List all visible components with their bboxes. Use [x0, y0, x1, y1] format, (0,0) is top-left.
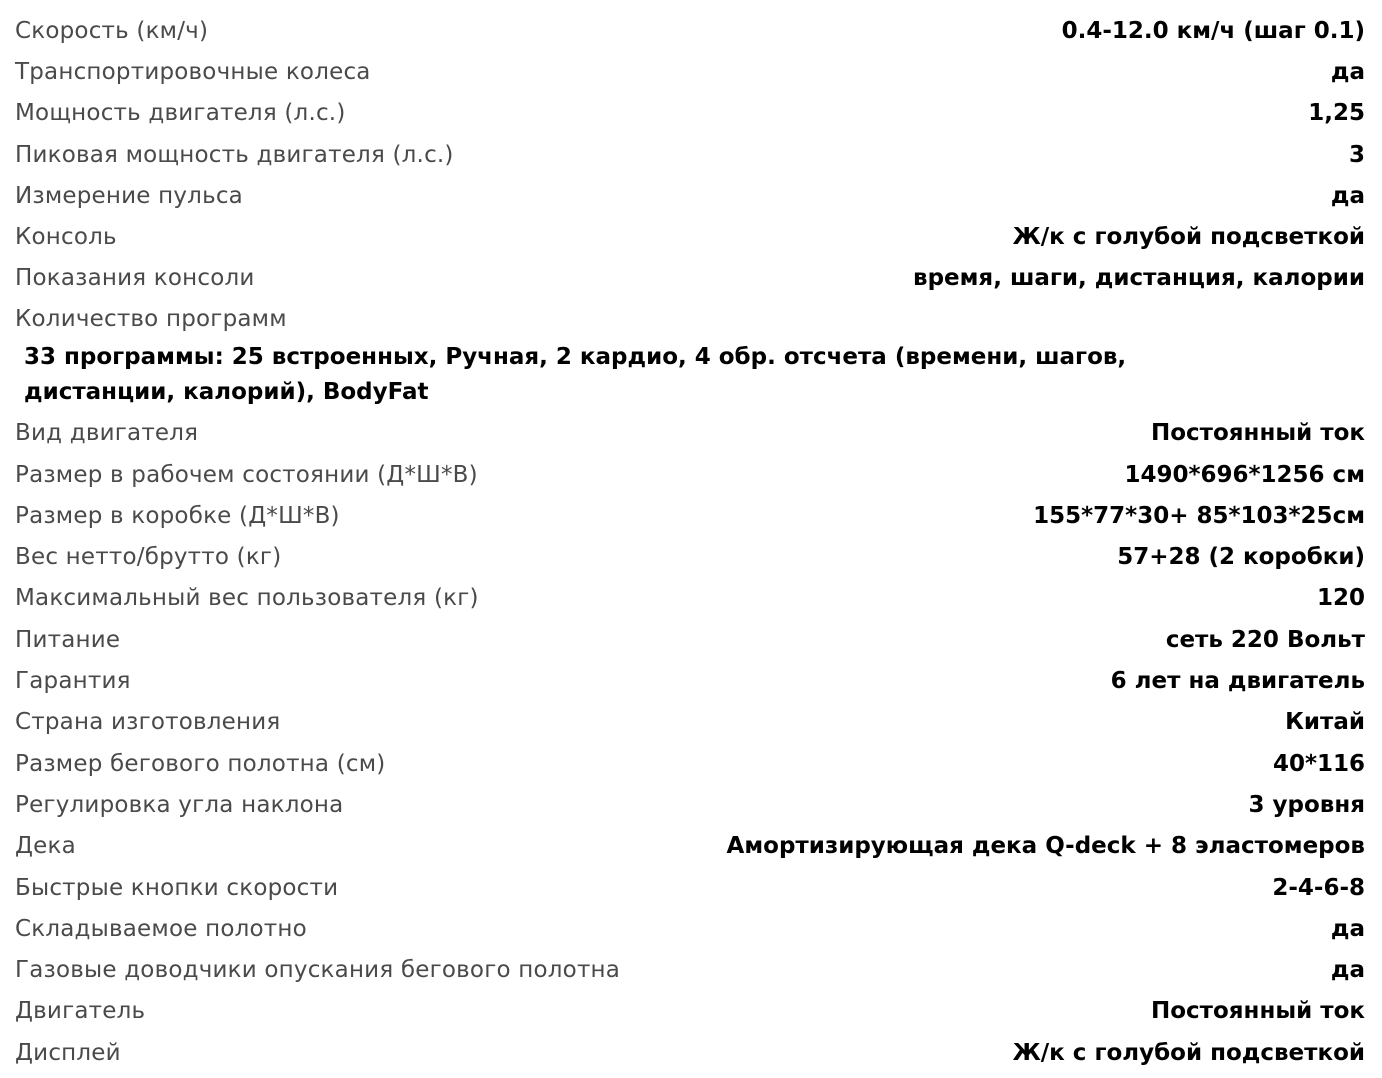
spec-label: Страна изготовления: [15, 709, 281, 736]
spec-value: 33 программы: 25 встроенных, Ручная, 2 кардио, 4 обр. отсчета (времени, шагов, дистанции, калорий), BodyFat: [24, 344, 1127, 406]
spec-label: Вес нетто/брутто (кг): [15, 544, 282, 571]
spec-label: Вид двигателя: [15, 420, 199, 447]
spec-value: 2-4-6-8: [1272, 874, 1365, 901]
spec-label: Регулировка угла наклона: [15, 791, 344, 818]
spec-value: сеть 220 Вольт: [1165, 626, 1365, 653]
spec-label: Газовые доводчики опускания бегового полотна: [15, 957, 621, 984]
spec-row-incline: [15, 784, 1365, 825]
spec-value: 3 уровня: [1248, 791, 1365, 818]
spec-row-folding: [15, 908, 1365, 949]
spec-label: Быстрые кнопки скорости: [15, 874, 339, 901]
spec-label: Количество программ: [15, 306, 287, 333]
spec-value: Постоянный ток: [1150, 998, 1365, 1025]
spec-value: 6 лет на двигатель: [1110, 668, 1365, 695]
spec-row-motor-power: [15, 93, 1365, 134]
spec-value: 0.4-12.0 км/ч (шаг 0.1): [1061, 17, 1365, 44]
spec-row-max-user-weight: [15, 578, 1365, 619]
spec-label: Скорость (км/ч): [15, 17, 209, 44]
spec-row-console-readings: [15, 258, 1365, 299]
spec-value: да: [1330, 58, 1365, 85]
spec-row-deck: [15, 826, 1365, 867]
spec-value: 40*116: [1272, 750, 1365, 777]
spec-label: Пиковая мощность двигателя (л.с.): [15, 141, 454, 168]
spec-value: Ж/к с голубой подсветкой: [1012, 224, 1365, 251]
spec-row-display: [15, 1032, 1365, 1073]
spec-row-peak-motor-power: [15, 134, 1365, 175]
spec-label: Измерение пульса: [15, 182, 243, 209]
spec-row-pulse: [15, 175, 1365, 216]
spec-row-working-size: [15, 454, 1365, 495]
spec-value: Китай: [1285, 709, 1365, 736]
spec-label: Питание: [15, 626, 121, 653]
spec-row-power-supply: [15, 619, 1365, 660]
spec-row-motor: [15, 991, 1365, 1032]
spec-value: да: [1330, 182, 1365, 209]
spec-value: Ж/к с голубой подсветкой: [1012, 1039, 1365, 1066]
spec-row-weight: [15, 537, 1365, 578]
spec-value: Постоянный ток: [1150, 420, 1365, 447]
spec-value: 1490*696*1256 см: [1124, 461, 1365, 488]
spec-value: 155*77*30+ 85*103*25см: [1033, 502, 1365, 529]
spec-row-speed-buttons: [15, 867, 1365, 908]
spec-label: Транспортировочные колеса: [15, 58, 371, 85]
spec-row-transport-wheels: [15, 51, 1365, 92]
spec-value: Амортизирующая дека Q-deck + 8 эластомеров: [726, 833, 1365, 860]
spec-row-programs: [15, 299, 1365, 410]
spec-label: Дека: [15, 833, 76, 860]
spec-label: Гарантия: [15, 668, 131, 695]
spec-label: Дисплей: [15, 1039, 121, 1066]
spec-row-motor-type: [15, 413, 1365, 454]
spec-value: 57+28 (2 коробки): [1117, 544, 1365, 571]
spec-label: Размер в коробке (Д*Ш*В): [15, 502, 340, 529]
spec-row-console: [15, 217, 1365, 258]
spec-value: 120: [1316, 585, 1365, 612]
spec-label: Размер в рабочем состоянии (Д*Ш*В): [15, 461, 478, 488]
spec-row-country: [15, 702, 1365, 743]
spec-label: Складываемое полотно: [15, 915, 307, 942]
spec-row-speed: [15, 10, 1365, 51]
spec-row-box-size: [15, 495, 1365, 536]
spec-label: Показания консоли: [15, 265, 255, 292]
spec-value: 3: [1348, 141, 1365, 168]
spec-row-warranty: [15, 660, 1365, 701]
spec-label: Мощность двигателя (л.с.): [15, 100, 346, 127]
spec-label: Консоль: [15, 224, 117, 251]
spec-value: да: [1330, 915, 1365, 942]
spec-value: 1,25: [1308, 100, 1365, 127]
spec-value: время, шаги, дистанция, калории: [913, 265, 1365, 292]
spec-label: Максимальный вес пользователя (кг): [15, 585, 479, 612]
spec-row-gas-closers: [15, 950, 1365, 991]
spec-label: Размер бегового полотна (см): [15, 750, 386, 777]
spec-label: Двигатель: [15, 998, 146, 1025]
spec-row-belt-size: [15, 743, 1365, 784]
spec-value: да: [1330, 957, 1365, 984]
